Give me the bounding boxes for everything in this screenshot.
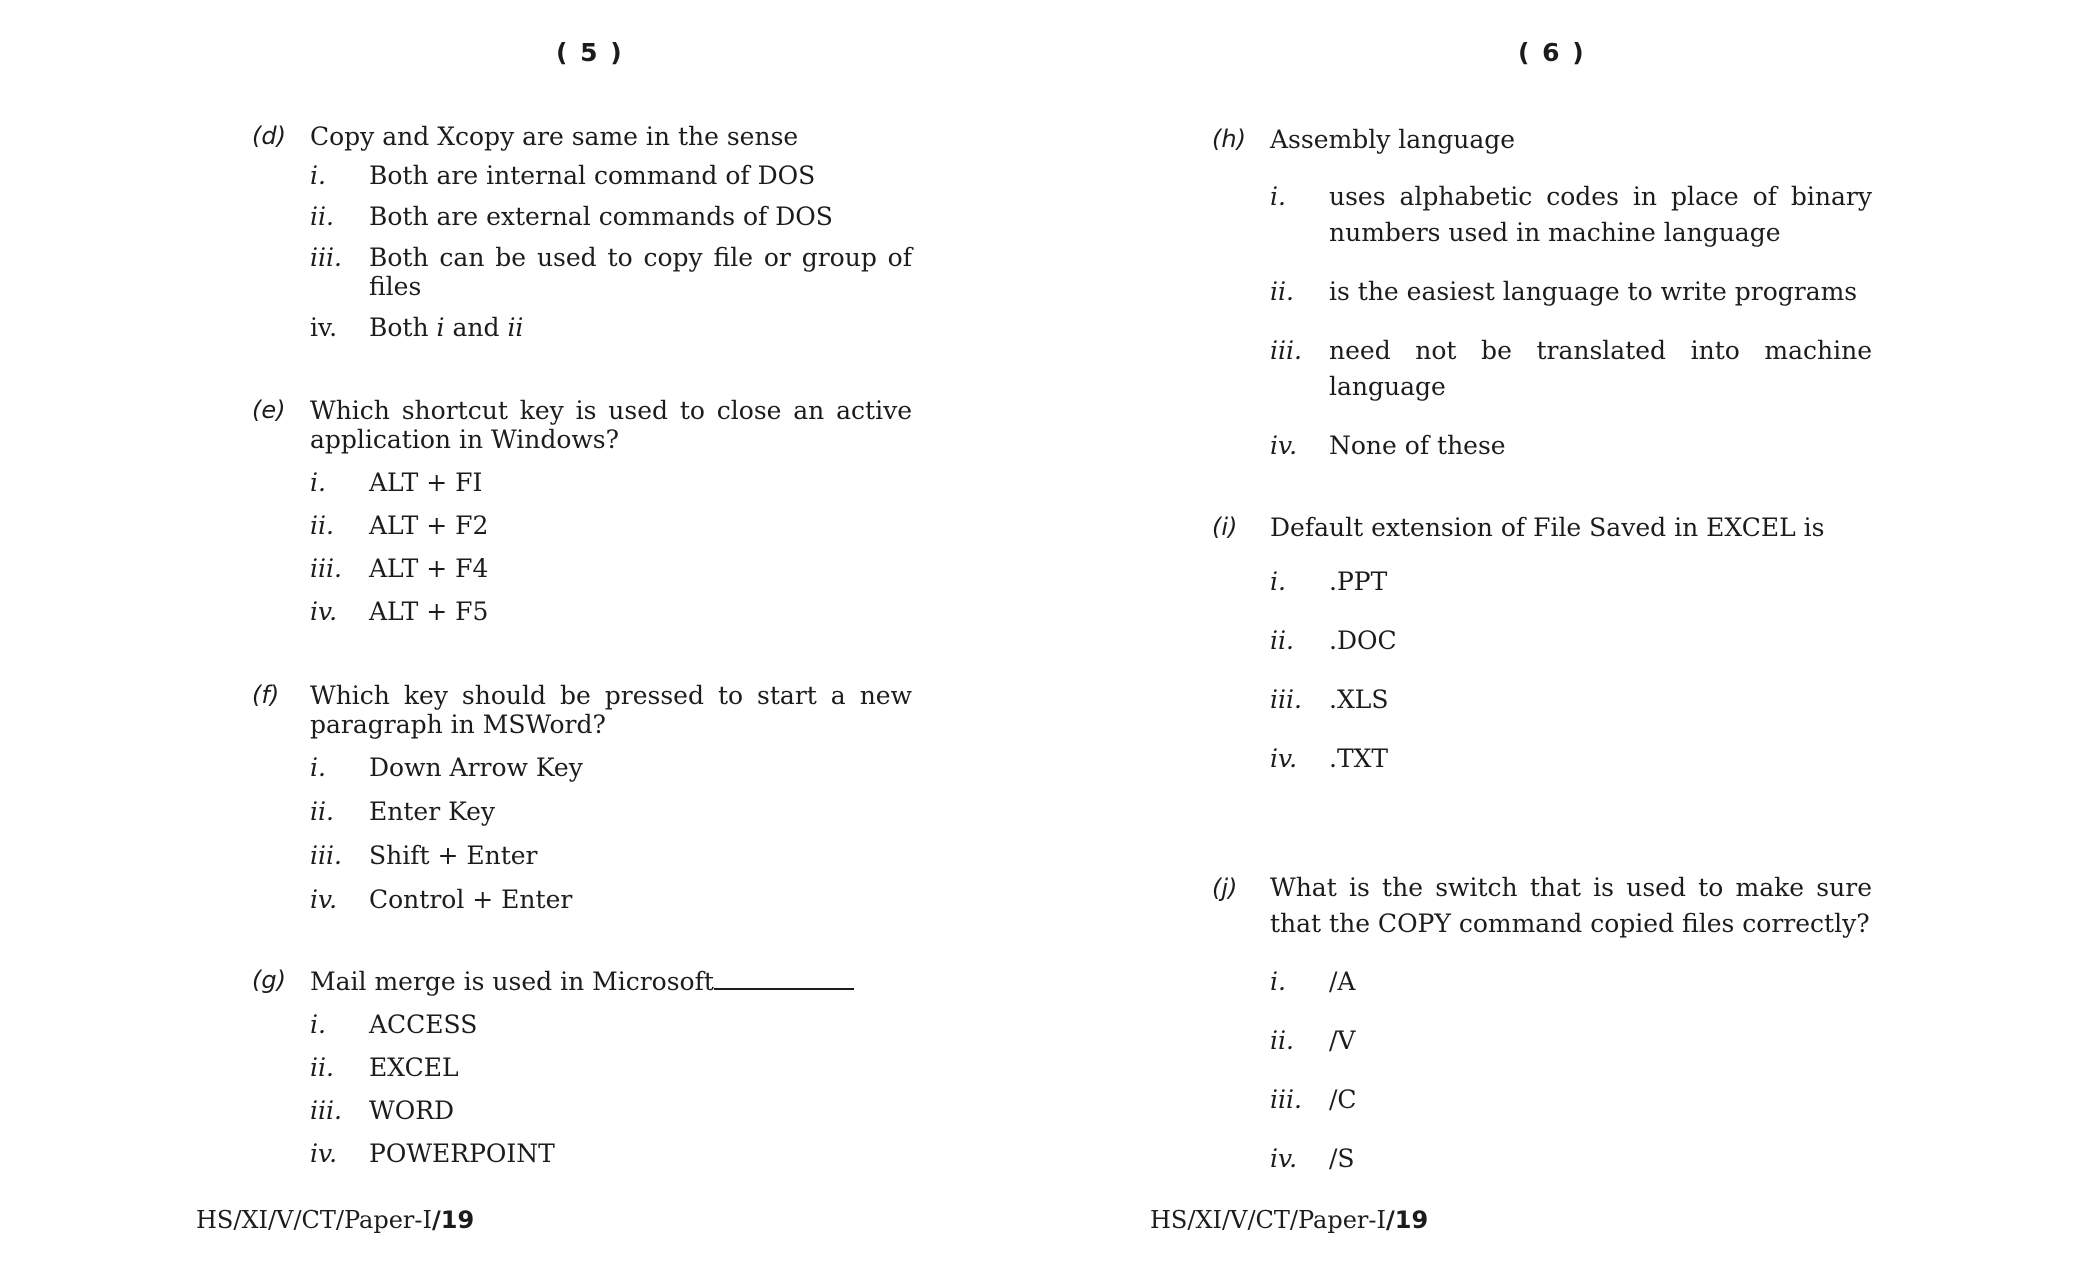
- option-text: Both are internal command of DOS: [369, 161, 816, 190]
- option-number: iv.: [1270, 431, 1298, 460]
- option-text: WORD: [369, 1096, 455, 1125]
- question-text: What is the switch that is used to make sure that the COPY command copied files correctly?: [1270, 873, 1872, 938]
- option-number: i.: [1270, 567, 1286, 596]
- question-letter: (h): [1212, 125, 1246, 153]
- option-number: ii.: [310, 202, 334, 231]
- option-number: iii.: [1270, 685, 1302, 714]
- option-number: iv.: [310, 313, 338, 342]
- option-number: i.: [310, 1010, 326, 1039]
- question-letter: (i): [1212, 513, 1238, 541]
- page-number: ( 5 ): [556, 38, 624, 67]
- option-number: i.: [1270, 182, 1286, 211]
- question-g: [252, 966, 912, 1168]
- option-number: iv.: [1270, 1144, 1298, 1173]
- option-text: Shift + Enter: [369, 841, 538, 870]
- option-text: ALT + FI: [369, 468, 483, 497]
- option-text: uses alphabetic codes in place of binary numbers used in machine language: [1329, 182, 1872, 247]
- question-text: Assembly language: [1270, 125, 1516, 154]
- option-text: /V: [1329, 1026, 1356, 1055]
- option-number: iv.: [310, 1139, 338, 1168]
- page-number: ( 6 ): [1518, 38, 1586, 67]
- question-text: Which key should be pressed to start a new paragraph in MSWord?: [310, 681, 912, 739]
- option-number: iii.: [310, 1096, 342, 1125]
- option-text: .PPT: [1329, 567, 1388, 596]
- answer-blank: [714, 966, 854, 990]
- option-text: /A: [1329, 967, 1356, 996]
- option-number: i.: [310, 161, 326, 190]
- question-h: [1212, 125, 1872, 464]
- option-number: iv.: [310, 597, 338, 626]
- option-number: ii.: [1270, 626, 1294, 655]
- option-text: None of these: [1329, 431, 1506, 460]
- option-text: need not be translated into machine language: [1329, 336, 1872, 401]
- option-text: .XLS: [1329, 685, 1389, 714]
- question-f: [252, 681, 912, 914]
- option-number: iii.: [1270, 1085, 1302, 1114]
- question-text: Which shortcut key is used to close an active application in Windows?: [310, 396, 912, 454]
- option-number: iii.: [310, 554, 342, 583]
- option-number: iii.: [310, 243, 342, 272]
- option-number: ii.: [1270, 277, 1294, 306]
- option-text: /C: [1329, 1085, 1357, 1114]
- option-number: ii.: [1270, 1026, 1294, 1055]
- question-letter: (e): [252, 396, 286, 424]
- option-number: ii.: [310, 1053, 334, 1082]
- option-text: Both i and ii: [369, 313, 524, 342]
- question-letter: (j): [1212, 874, 1238, 902]
- option-number: i.: [1270, 967, 1286, 996]
- question-j: [1212, 870, 1872, 1173]
- page-footer: HS/XI/V/CT/Paper-I/19: [1150, 1206, 1429, 1234]
- option-text: Enter Key: [369, 797, 496, 826]
- option-number: i.: [310, 753, 326, 782]
- option-number: iv.: [1270, 744, 1298, 773]
- option-text: is the easiest language to write programs: [1329, 277, 1858, 306]
- option-text: Down Arrow Key: [369, 753, 583, 782]
- option-number: iii.: [1270, 336, 1302, 365]
- question-e: [252, 396, 912, 626]
- question-letter: (f): [252, 681, 280, 709]
- option-text: Both are external commands of DOS: [369, 202, 833, 231]
- option-text: ALT + F5: [369, 597, 489, 626]
- option-text: .TXT: [1329, 744, 1389, 773]
- option-text: .DOC: [1329, 626, 1397, 655]
- option-text: ACCESS: [369, 1010, 478, 1039]
- option-text: POWERPOINT: [369, 1139, 555, 1168]
- option-text: Control + Enter: [369, 885, 573, 914]
- question-letter: (d): [252, 122, 286, 150]
- question-text: Copy and Xcopy are same in the sense: [310, 122, 799, 151]
- question-text: Default extension of File Saved in EXCEL is: [1270, 513, 1825, 542]
- option-number: ii.: [310, 797, 334, 826]
- question-text: Mail merge is used in Microsoft: [310, 966, 912, 996]
- question-letter: (g): [252, 966, 286, 994]
- option-text: Both can be used to copy file or group of files: [369, 243, 912, 301]
- option-number: ii.: [310, 511, 334, 540]
- question-i: [1212, 513, 1872, 773]
- page-footer: HS/XI/V/CT/Paper-I/19: [196, 1206, 475, 1234]
- option-text: ALT + F4: [369, 554, 489, 583]
- option-text: /S: [1329, 1144, 1355, 1173]
- question-d: [252, 122, 912, 342]
- option-text: ALT + F2: [369, 511, 489, 540]
- option-number: i.: [310, 468, 326, 497]
- option-number: iv.: [310, 885, 338, 914]
- option-text: EXCEL: [369, 1053, 459, 1082]
- option-number: iii.: [310, 841, 342, 870]
